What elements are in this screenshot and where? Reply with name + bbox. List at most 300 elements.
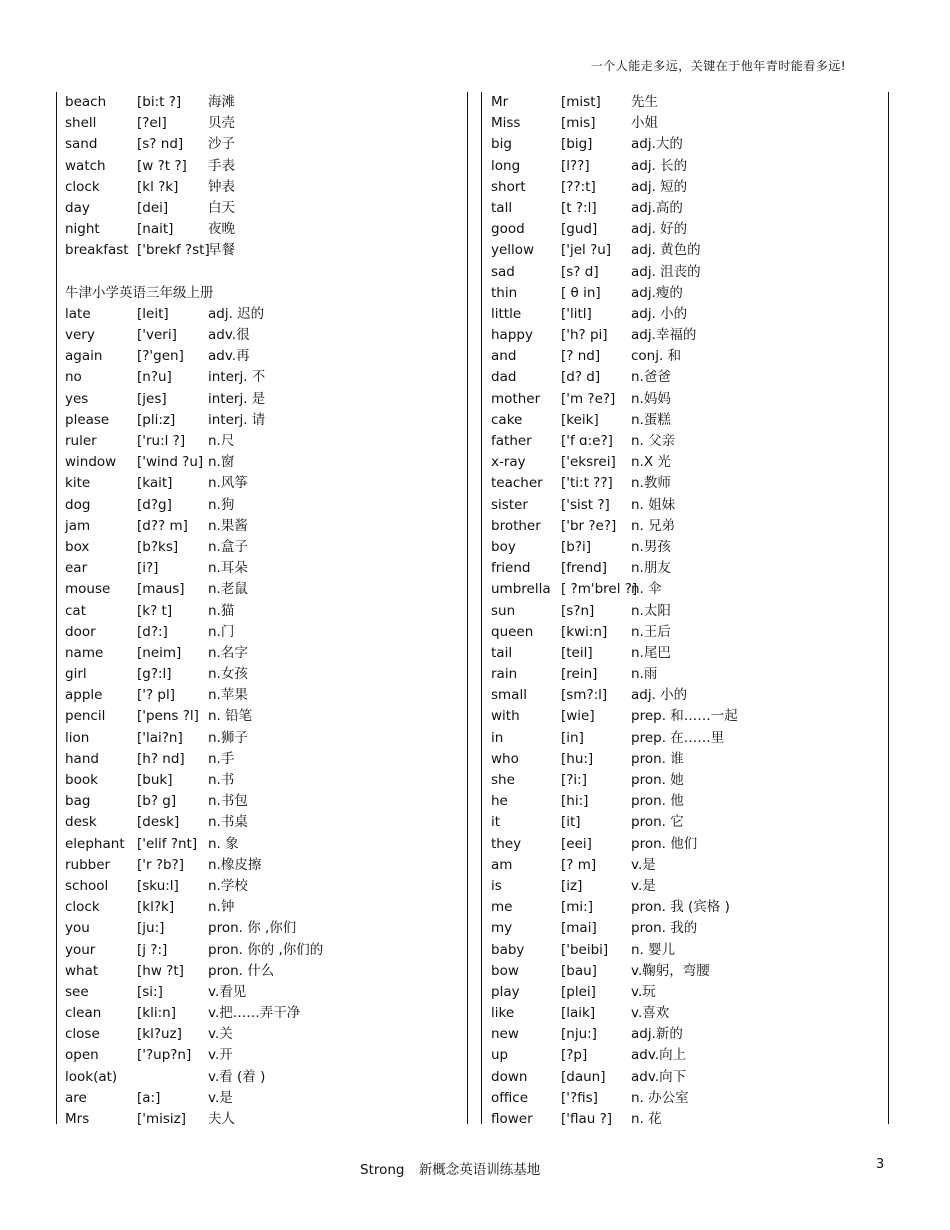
vocab-word: window	[65, 454, 117, 471]
vocab-entry	[491, 304, 881, 325]
vocab-phonetic: [iz]	[561, 877, 583, 894]
vocab-word: please	[65, 411, 110, 428]
vocab-meaning: v.关	[208, 1026, 233, 1043]
vocab-meaning: interj. 不	[208, 369, 266, 386]
vocab-phonetic: ['pens ?l]	[137, 708, 199, 725]
vocab-word: like	[491, 1005, 515, 1022]
vocab-word: boy	[491, 538, 516, 555]
vocab-entry	[491, 982, 881, 1003]
vocab-phonetic: [h? nd]	[137, 750, 185, 767]
vocab-word: me	[491, 899, 513, 916]
vocab-phonetic: [s?n]	[561, 602, 595, 619]
vocab-meaning: conj. 和	[631, 348, 682, 365]
vocab-entry	[65, 834, 460, 855]
vocab-entry	[65, 897, 460, 918]
vocab-meaning: 沙子	[208, 136, 235, 153]
vocab-entry	[65, 664, 460, 685]
vocab-meaning: pron. 我 (宾格 )	[631, 899, 730, 916]
vocab-entry	[65, 325, 460, 346]
vocab-meaning: n.尾巴	[631, 644, 671, 661]
vocab-entry	[491, 219, 881, 240]
vocab-entry	[65, 770, 460, 791]
vocab-word: am	[491, 856, 513, 873]
vocab-entry	[65, 304, 460, 325]
vocab-entry	[491, 918, 881, 939]
vocab-entry	[65, 431, 460, 452]
vocab-phonetic: [nju:]	[561, 1026, 597, 1043]
vocab-word: play	[491, 983, 520, 1000]
vocab-entry	[491, 177, 881, 198]
vocab-phonetic: ['eksrei]	[561, 454, 616, 471]
vocab-phonetic: [in]	[561, 729, 584, 746]
vocab-meaning: n. 婴儿	[631, 941, 676, 958]
vocab-word: kite	[65, 475, 91, 492]
vocab-meaning: n.太阳	[631, 602, 671, 619]
vocab-phonetic: [teil]	[561, 644, 593, 661]
vocab-word: see	[65, 983, 89, 1000]
vocab-phonetic: [kl?uz]	[137, 1026, 182, 1043]
vocab-phonetic: [dei]	[137, 199, 169, 216]
vocab-word: clock	[65, 899, 100, 916]
vocab-phonetic: [wie]	[561, 708, 595, 725]
vocab-phonetic: ['m ?e?]	[561, 390, 616, 407]
vocab-phonetic: ['misiz]	[137, 1111, 187, 1127]
vocab-meaning: adj.幸福的	[631, 327, 697, 344]
vocab-word: lion	[65, 729, 90, 746]
vocab-word: look(at)	[65, 1068, 118, 1085]
vocab-word: night	[65, 221, 100, 238]
vocab-phonetic: ['lai?n]	[137, 729, 183, 746]
vocab-phonetic: [? nd]	[561, 348, 601, 365]
vocab-phonetic: ['elif ?nt]	[137, 835, 198, 852]
vocab-word: what	[65, 962, 99, 979]
vocab-word: long	[491, 157, 521, 174]
vocab-meaning: n. 铅笔	[208, 708, 253, 725]
vocab-entry	[491, 410, 881, 431]
vocab-word: name	[65, 644, 104, 661]
right-vocab-column	[491, 92, 881, 1130]
vocab-meaning: adj. 好的	[631, 221, 688, 238]
footer-brand: Strong	[360, 1162, 405, 1178]
vocab-meaning: n.名字	[208, 644, 248, 661]
vocab-meaning: n. 花	[631, 1111, 662, 1127]
vocab-entry	[491, 1088, 881, 1109]
vocab-word: x-ray	[491, 454, 526, 471]
vocab-phonetic: ['? pl]	[137, 687, 176, 704]
vocab-meaning: n.书包	[208, 793, 248, 810]
center-rule-b	[481, 92, 482, 1124]
vocab-word: ruler	[65, 433, 97, 449]
vocab-phonetic: [rein]	[561, 666, 598, 683]
vocab-word: new	[491, 1026, 519, 1043]
vocab-word: big	[491, 136, 512, 153]
vocab-meaning: n.尺	[208, 433, 235, 449]
vocab-phonetic: [jes]	[137, 390, 167, 407]
vocab-phonetic: ['ru:l ?]	[137, 433, 186, 449]
vocab-phonetic: [kwi:n]	[561, 623, 608, 640]
vocab-meaning: adj. 小的	[631, 687, 688, 704]
vocab-meaning: 手表	[208, 157, 235, 174]
vocab-entry	[65, 1109, 460, 1130]
vocab-phonetic: [?'gen]	[137, 348, 184, 365]
vocab-word: dog	[65, 496, 91, 513]
vocab-entry	[491, 728, 881, 749]
center-rule-a	[467, 92, 468, 1124]
vocab-phonetic: [sku:l]	[137, 877, 179, 894]
vocab-word: is	[491, 877, 502, 894]
vocab-meaning: adj.大的	[631, 136, 683, 153]
vocab-meaning: pron. 他	[631, 793, 684, 810]
vocab-phonetic: [?p]	[561, 1047, 588, 1064]
vocab-phonetic: [hu:]	[561, 750, 594, 767]
vocab-entry	[65, 113, 460, 134]
footer-org: 新概念英语训练基地	[418, 1162, 541, 1178]
vocab-entry	[491, 622, 881, 643]
section-title: 牛津小学英语三年级上册	[65, 284, 214, 301]
vocab-word: it	[491, 814, 501, 831]
vocab-meaning: adj.新的	[631, 1026, 683, 1043]
vocab-phonetic: [si:]	[137, 983, 163, 1000]
vocab-meaning: n.手	[208, 750, 235, 767]
vocab-word: Mrs	[65, 1111, 90, 1127]
vocab-phonetic: [big]	[561, 136, 593, 153]
vocab-phonetic: [b?ks]	[137, 538, 179, 555]
vocab-phonetic: [bi:t ?]	[137, 94, 182, 110]
vocab-meaning: v.是	[208, 1089, 233, 1106]
vocab-meaning: v.鞠躬，弯腰	[631, 962, 710, 979]
vocab-word: happy	[491, 327, 533, 344]
vocab-entry	[491, 812, 881, 833]
vocab-word: small	[491, 687, 527, 704]
vocab-phonetic: [it]	[561, 814, 581, 831]
vocab-entry	[491, 770, 881, 791]
vocab-phonetic: [g?:l]	[137, 666, 172, 683]
vocab-phonetic: ['litl]	[561, 305, 592, 322]
vocab-word: door	[65, 623, 96, 640]
vocab-entry	[491, 262, 881, 283]
vocab-entry	[491, 940, 881, 961]
vocab-meaning: v.玩	[631, 983, 656, 1000]
vocab-phonetic: [mis]	[561, 115, 596, 132]
vocab-word: they	[491, 835, 522, 852]
vocab-meaning: n.爸爸	[631, 369, 671, 386]
vocab-meaning: 贝壳	[208, 115, 235, 132]
vocab-entry	[65, 1003, 460, 1024]
vocab-meaning: n. 兄弟	[631, 517, 676, 534]
vocab-phonetic: [mi:]	[561, 899, 593, 916]
vocab-entry	[65, 473, 460, 494]
vocab-entry	[491, 240, 881, 261]
vocab-word: school	[65, 877, 109, 894]
vocab-entry	[65, 918, 460, 939]
vocab-meaning: n. 象	[208, 835, 239, 852]
vocab-word: friend	[491, 560, 531, 577]
vocab-word: thin	[491, 284, 518, 301]
vocab-word: mother	[491, 390, 541, 407]
vocab-entry	[65, 812, 460, 833]
vocab-word: Miss	[491, 115, 521, 132]
vocab-word: baby	[491, 941, 525, 958]
vocab-meaning: pron. 你 ,你们	[208, 920, 297, 937]
vocab-meaning: n.妈妈	[631, 390, 671, 407]
vocab-word: rain	[491, 666, 518, 683]
vocab-word: box	[65, 538, 90, 555]
vocab-word: breakfast	[65, 242, 129, 259]
vocab-meaning: adj. 长的	[631, 157, 688, 174]
vocab-phonetic: [k? t]	[137, 602, 173, 619]
vocab-meaning: v.喜欢	[631, 1005, 670, 1022]
vocab-entry	[65, 791, 460, 812]
vocab-meaning: 早餐	[208, 242, 235, 259]
section-spacer	[65, 262, 460, 283]
vocab-meaning: n.耳朵	[208, 560, 248, 577]
vocab-meaning: n.果酱	[208, 517, 248, 534]
vocab-word: brother	[491, 517, 541, 534]
vocab-phonetic: [kl?k]	[137, 899, 175, 916]
vocab-word: girl	[65, 666, 87, 683]
vocab-meaning: n.教师	[631, 475, 671, 492]
vocab-meaning: adv.向上	[631, 1047, 687, 1064]
vocab-phonetic: [kait]	[137, 475, 173, 492]
vocab-meaning: n.书	[208, 772, 235, 788]
vocab-entry	[65, 219, 460, 240]
vocab-meaning: adj. 小的	[631, 305, 688, 322]
vocab-meaning: n.狗	[208, 496, 235, 513]
vocab-phonetic: [??:t]	[561, 178, 596, 195]
vocab-meaning: pron. 谁	[631, 750, 684, 767]
vocab-entry	[491, 325, 881, 346]
vocab-meaning: n.狮子	[208, 729, 248, 746]
vocab-phonetic: ['ti:t ??]	[561, 475, 613, 492]
vocab-word: he	[491, 793, 508, 810]
vocab-entry	[65, 495, 460, 516]
vocab-meaning: n.门	[208, 623, 235, 640]
vocab-phonetic: [neim]	[137, 644, 182, 661]
vocab-phonetic: [b? g]	[137, 793, 177, 810]
vocab-word: are	[65, 1089, 87, 1106]
vocab-meaning: 夜晚	[208, 221, 235, 238]
vocab-entry	[65, 876, 460, 897]
vocab-word: hand	[65, 750, 99, 767]
vocab-meaning: prep. 和……一起	[631, 708, 738, 725]
vocab-phonetic: [?i:]	[561, 772, 587, 788]
vocab-meaning: v.是	[631, 877, 656, 894]
left-rule	[56, 92, 57, 1124]
vocab-entry	[65, 134, 460, 155]
vocab-phonetic: [s? d]	[561, 263, 599, 280]
vocab-meaning: adv.向下	[631, 1068, 687, 1085]
vocab-meaning: n.雨	[631, 666, 658, 683]
vocab-meaning: n. 伞	[631, 581, 662, 598]
vocab-phonetic: [mai]	[561, 920, 597, 937]
vocab-word: clock	[65, 178, 100, 195]
vocab-meaning: pron. 什么	[208, 962, 275, 979]
vocab-phonetic: [mist]	[561, 94, 601, 110]
vocab-word: sun	[491, 602, 516, 619]
vocab-meaning: v.看见	[208, 983, 247, 1000]
vocab-entry	[491, 749, 881, 770]
vocab-meaning: n.朋友	[631, 560, 671, 577]
vocab-meaning: adv.很	[208, 327, 250, 344]
vocab-word: desk	[65, 814, 97, 831]
vocab-word: yellow	[491, 242, 535, 259]
vocab-entry	[65, 1024, 460, 1045]
vocab-meaning: n.蛋糕	[631, 411, 671, 428]
vocab-meaning: v.看 (着 )	[208, 1068, 266, 1085]
vocab-word: Mr	[491, 94, 509, 110]
vocab-entry	[491, 855, 881, 876]
footer	[360, 1158, 540, 1178]
vocab-word: rubber	[65, 856, 111, 873]
vocab-word: you	[65, 920, 90, 937]
vocab-entry	[65, 452, 460, 473]
vocab-meaning: 小姐	[631, 115, 658, 132]
vocab-meaning: 先生	[631, 94, 658, 110]
vocab-word: who	[491, 750, 519, 767]
vocab-word: father	[491, 433, 532, 449]
vocab-word: pencil	[65, 708, 106, 725]
vocab-meaning: 海滩	[208, 94, 235, 110]
vocab-word: in	[491, 729, 504, 746]
vocab-phonetic: [kl ?k]	[137, 178, 179, 195]
vocab-entry	[65, 728, 460, 749]
vocab-phonetic: [desk]	[137, 814, 180, 831]
vocab-phonetic: [d?:]	[137, 623, 168, 640]
vocab-entry	[491, 473, 881, 494]
vocab-entry	[491, 134, 881, 155]
vocab-phonetic: [plei]	[561, 983, 596, 1000]
vocab-entry	[65, 240, 460, 261]
vocab-phonetic: ['?up?n]	[137, 1047, 192, 1064]
vocab-word: short	[491, 178, 526, 195]
vocab-entry	[491, 346, 881, 367]
vocab-entry	[491, 834, 881, 855]
vocab-entry	[65, 177, 460, 198]
vocab-phonetic: [t ?:l]	[561, 199, 597, 216]
vocab-phonetic: [pli:z]	[137, 411, 176, 428]
vocab-phonetic: ['brekf ?st]	[137, 242, 210, 259]
vocab-entry	[491, 601, 881, 622]
vocab-meaning: n.苹果	[208, 687, 248, 704]
vocab-phonetic: [ θ in]	[561, 284, 601, 301]
vocab-meaning: adv.再	[208, 348, 250, 365]
vocab-word: yes	[65, 390, 89, 407]
vocab-entry	[491, 1003, 881, 1024]
vocab-entry	[491, 495, 881, 516]
vocab-meaning: v.把……弄干净	[208, 1005, 301, 1022]
vocab-word: watch	[65, 157, 106, 174]
vocab-phonetic: [maus]	[137, 581, 185, 598]
vocab-entry	[491, 706, 881, 727]
vocab-phonetic: [d?? m]	[137, 517, 188, 534]
vocab-meaning: adj. 迟的	[208, 305, 265, 322]
vocab-meaning: adj.高的	[631, 199, 683, 216]
vocab-phonetic: ['veri]	[137, 327, 177, 344]
vocab-phonetic: [w ?t ?]	[137, 157, 187, 174]
vocab-entry	[65, 685, 460, 706]
vocab-meaning: pron. 它	[631, 814, 684, 831]
vocab-phonetic: [gud]	[561, 221, 598, 238]
vocab-meaning: adj. 沮丧的	[631, 263, 701, 280]
vocab-word: jam	[65, 517, 91, 534]
vocab-meaning: n.学校	[208, 877, 248, 894]
vocab-word: up	[491, 1047, 509, 1064]
vocab-entry	[491, 198, 881, 219]
vocab-entry	[491, 283, 881, 304]
vocab-entry	[65, 410, 460, 431]
vocab-entry	[491, 897, 881, 918]
vocab-phonetic: ['jel ?u]	[561, 242, 612, 259]
vocab-entry	[65, 982, 460, 1003]
vocab-word: with	[491, 708, 520, 725]
vocab-entry	[491, 113, 881, 134]
header-motto: 一个人能走多远，关键在于他年青时能看多远!	[590, 59, 846, 73]
vocab-entry	[65, 92, 460, 113]
vocab-phonetic: [ ?m'brel ?]	[561, 581, 638, 598]
vocab-phonetic: [eei]	[561, 835, 592, 852]
vocab-word: ear	[65, 560, 88, 577]
vocab-phonetic: [a:]	[137, 1089, 161, 1106]
vocab-entry	[491, 685, 881, 706]
vocab-entry	[65, 579, 460, 600]
vocab-entry	[491, 1109, 881, 1130]
vocab-phonetic: [d?g]	[137, 496, 172, 513]
vocab-meaning: n.老鼠	[208, 581, 248, 598]
vocab-entry	[65, 706, 460, 727]
vocab-word: cake	[491, 411, 523, 428]
vocab-entry	[65, 516, 460, 537]
vocab-entry	[65, 346, 460, 367]
vocab-phonetic: [laik]	[561, 1005, 596, 1022]
vocab-phonetic: [i?]	[137, 560, 159, 577]
vocab-phonetic: ['r ?b?]	[137, 856, 184, 873]
vocab-word: she	[491, 772, 515, 788]
vocab-word: cat	[65, 602, 86, 619]
vocab-meaning: n.风筝	[208, 475, 248, 492]
vocab-entry	[491, 876, 881, 897]
vocab-entry	[65, 389, 460, 410]
vocab-phonetic: [b?i]	[561, 538, 592, 555]
vocab-meaning: interj. 是	[208, 390, 266, 407]
vocab-entry	[65, 1067, 460, 1088]
vocab-entry	[65, 643, 460, 664]
vocab-entry	[491, 389, 881, 410]
vocab-entry	[491, 1024, 881, 1045]
vocab-word: teacher	[491, 475, 543, 492]
vocab-word: sister	[491, 496, 528, 513]
vocab-meaning: n. 姐妹	[631, 496, 676, 513]
vocab-phonetic: [hi:]	[561, 793, 589, 810]
vocab-word: elephant	[65, 835, 125, 852]
vocab-entry	[65, 367, 460, 388]
vocab-phonetic: [ju:]	[137, 920, 165, 937]
vocab-phonetic: ['flau ?]	[561, 1111, 613, 1127]
vocab-entry	[65, 558, 460, 579]
vocab-word: bag	[65, 793, 91, 810]
vocab-word: sand	[65, 136, 98, 153]
vocab-phonetic: ['wind ?u]	[137, 454, 204, 471]
vocab-entry	[491, 452, 881, 473]
vocab-phonetic: [bau]	[561, 962, 597, 979]
vocab-word: queen	[491, 623, 534, 640]
vocab-meaning: prep. 在……里	[631, 729, 725, 746]
vocab-word: tail	[491, 644, 513, 661]
vocab-phonetic: [l??]	[561, 157, 590, 174]
vocab-word: beach	[65, 94, 107, 110]
vocab-word: late	[65, 305, 91, 322]
vocab-meaning: n.男孩	[631, 538, 671, 555]
vocab-entry	[491, 579, 881, 600]
